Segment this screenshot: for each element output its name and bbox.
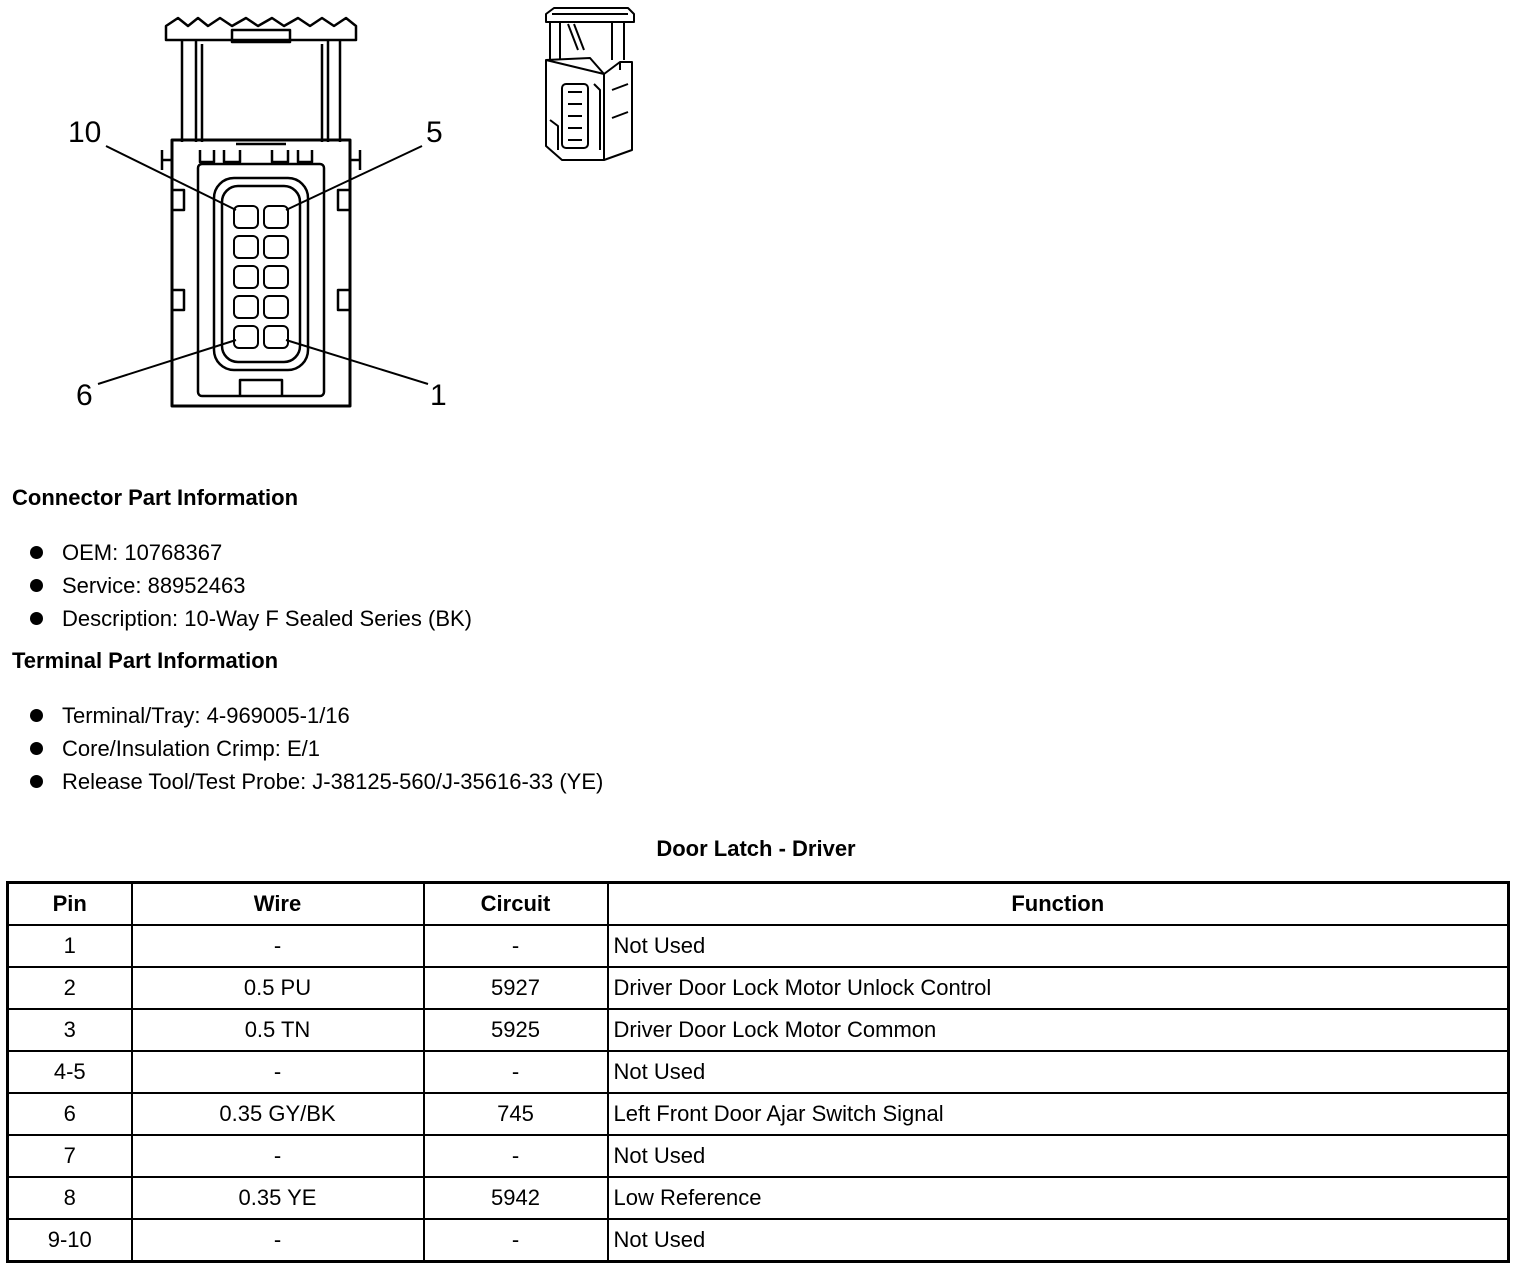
cell-circuit: - [424,1135,608,1177]
cell-pin: 7 [8,1135,132,1177]
table-row [8,1009,1509,1051]
table-row [8,925,1509,967]
cell-wire: - [132,925,424,967]
cell-circuit: 5942 [424,1177,608,1219]
list-item-text: Core/Insulation Crimp: E/1 [62,736,320,761]
bullet-icon [30,742,43,755]
cell-wire: - [132,1219,424,1262]
pin-table [6,881,1510,1263]
cell-function: Driver Door Lock Motor Common [608,1009,1509,1051]
cell-function: Left Front Door Ajar Switch Signal [608,1093,1509,1135]
pin-label-5: 5 [426,116,443,149]
cell-circuit: - [424,925,608,967]
bullet-icon [30,775,43,788]
cell-wire: - [132,1051,424,1093]
header-pin: Pin [8,883,132,926]
cell-pin: 2 [8,967,132,1009]
cell-function: Not Used [608,1135,1509,1177]
cell-function: Not Used [608,1051,1509,1093]
cell-pin: 6 [8,1093,132,1135]
bullet-icon [30,546,43,559]
cell-pin: 4-5 [8,1051,132,1093]
list-item [30,765,603,798]
table-row [8,1219,1509,1262]
list-item-text: Release Tool/Test Probe: J-38125-560/J-35616-33 (YE) [62,769,604,794]
cell-function: Driver Door Lock Motor Unlock Control [608,967,1509,1009]
terminal-info-list [30,699,603,798]
cell-function: Not Used [608,1219,1509,1262]
cell-circuit: 745 [424,1093,608,1135]
cell-pin: 1 [8,925,132,967]
list-item [30,536,472,569]
list-item [30,602,472,635]
connector-info-title: Connector Part Information [12,485,299,510]
connector-diagram [0,0,700,430]
pin-label-10: 10 [68,116,102,149]
header-function: Function [608,883,1509,926]
pin-label-6: 6 [76,379,93,412]
list-item [30,732,603,765]
cell-wire: 0.35 YE [132,1177,424,1219]
list-item [30,699,603,732]
list-item-text: OEM: 10768367 [62,540,223,565]
list-item-text: Service: 88952463 [62,573,246,598]
connector-isometric-view [546,8,634,160]
list-item-text: Description: 10-Way F Sealed Series (BK) [62,606,472,631]
cell-pin: 9-10 [8,1219,132,1262]
pin-cavities [234,206,288,348]
terminal-info-title: Terminal Part Information [12,648,279,673]
cell-pin: 3 [8,1009,132,1051]
header-circuit: Circuit [424,883,608,926]
list-item-text: Terminal/Tray: 4-969005-1/16 [62,703,350,728]
cell-circuit: - [424,1051,608,1093]
table-row [8,1135,1509,1177]
cell-circuit: 5927 [424,967,608,1009]
cell-circuit: 5925 [424,1009,608,1051]
table-row [8,1051,1509,1093]
table-header-row [8,883,1509,926]
cell-wire: 0.5 PU [132,967,424,1009]
bullet-icon [30,709,43,722]
bullet-icon [30,579,43,592]
bullet-icon [30,612,43,625]
table-row [8,1093,1509,1135]
cell-wire: - [132,1135,424,1177]
table-title: Door Latch - Driver [656,836,856,861]
cell-wire: 0.35 GY/BK [132,1093,424,1135]
cell-function: Not Used [608,925,1509,967]
cell-wire: 0.5 TN [132,1009,424,1051]
cell-pin: 8 [8,1177,132,1219]
table-row [8,967,1509,1009]
header-wire: Wire [132,883,424,926]
table-row [8,1177,1509,1219]
cell-circuit: - [424,1219,608,1262]
pin-label-1: 1 [430,379,447,412]
cell-function: Low Reference [608,1177,1509,1219]
list-item [30,569,472,602]
connector-info-list [30,536,472,635]
